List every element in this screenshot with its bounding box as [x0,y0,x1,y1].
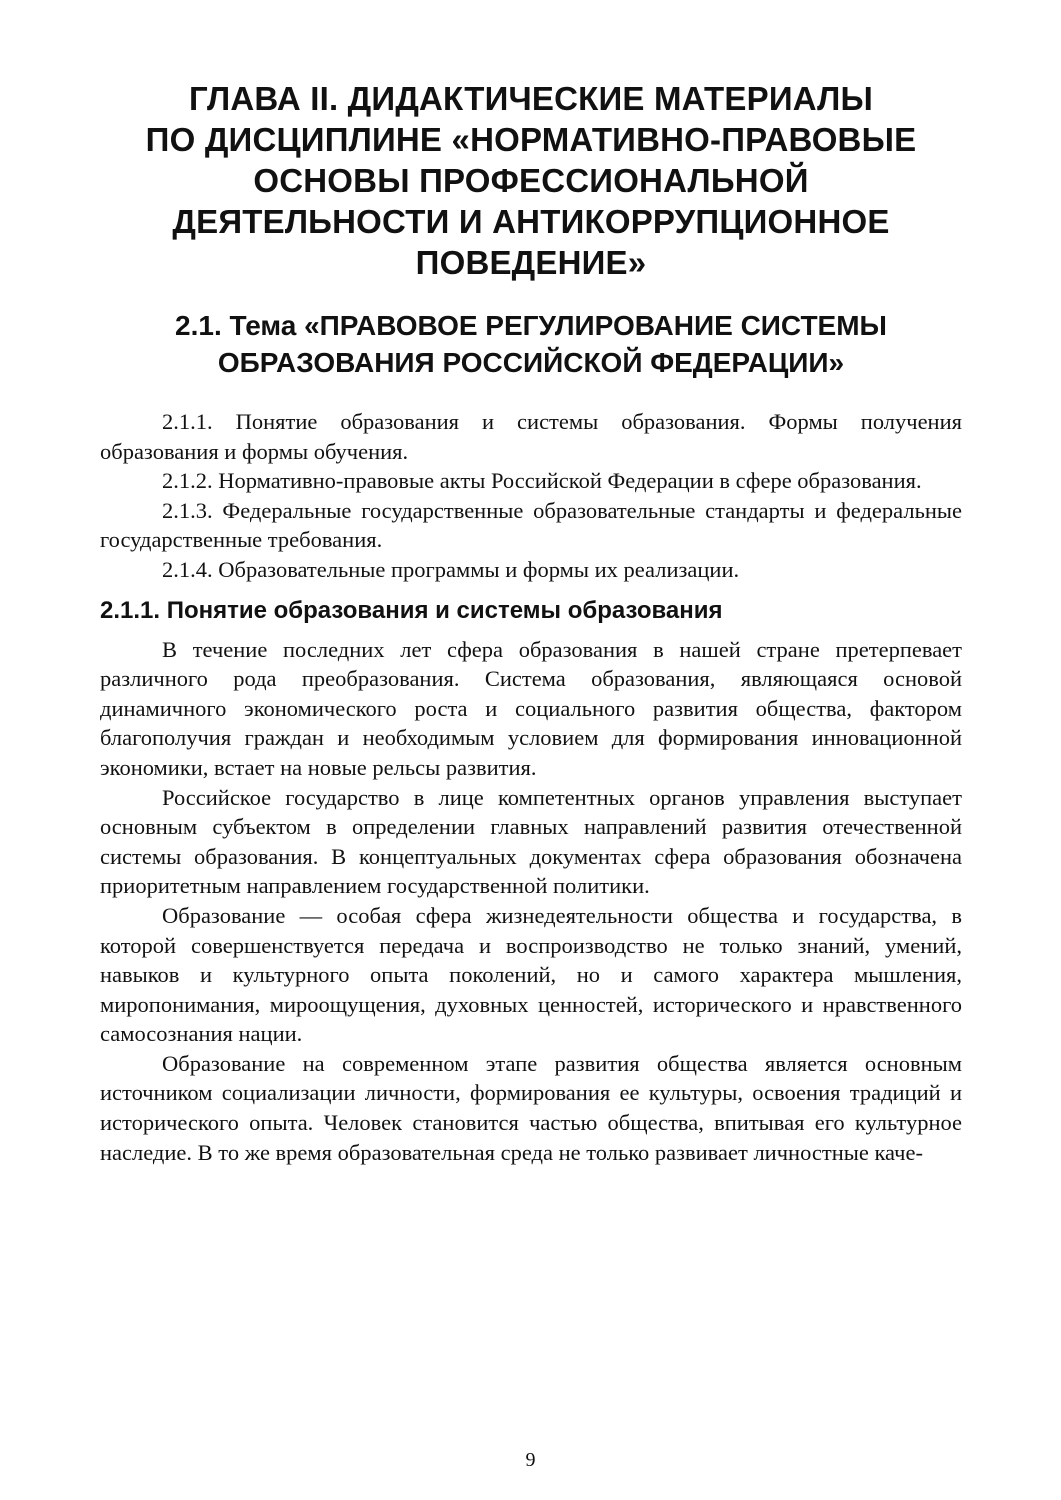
body-paragraph: В течение последних лет сфера образования в нашей стране претерпевает различного рода преобразования. Система образования, являющаяся основой динамичного экономического роста и социального развития общества, фактором благополучия граждан и необходимым условием для формирования инновационной экономики, встает на новые рельсы развития. [100,636,962,780]
section-title-line: ОБРАЗОВАНИЯ РОССИЙСКОЙ ФЕДЕРАЦИИ» [217,347,845,378]
outline-item: 2.1.3. Федеральные государственные образовательные стандарты и федеральные государственные требования. [100,497,962,553]
body-paragraph: Образование — особая сфера жизнедеятельности общества и государства, в которой совершенствуется передача и воспроизводство не только знаний, умений, навыков и культурного опыта поколений, но и самого характера мышления, миропонимания, мироощущения, духовных ценностей, исторического и нравственного самосознания нации. [100,902,962,1047]
page-number: 9 [525,1449,536,1471]
chapter-title-line: ОСНОВЫ ПРОФЕССИОНАЛЬНОЙ [253,162,809,199]
chapter-title-line: ПО ДИСЦИПЛИНЕ «НОРМАТИВНО-ПРАВОВЫЕ [145,121,917,158]
outline-item: 2.1.2. Нормативно-правовые акты Российской Федерации в сфере образования. [162,468,922,494]
subsection-title: 2.1.1. Понятие образования и системы образования [100,596,723,624]
outline-item: 2.1.4. Образовательные программы и формы их реализации. [162,556,740,582]
chapter-title-line: ГЛАВА II. ДИДАКТИЧЕСКИЕ МАТЕРИАЛЫ [188,80,874,117]
outline-item: 2.1.1. Понятие образования и системы образования. Формы получения образования и формы обучения. [100,409,962,464]
document-page [100,78,962,1167]
body-paragraph: Российское государство в лице компетентных органов управления выступает основным субъектом в определении главных направлений развития отечественной системы образования. В концептуальных документах сфера образования обозначена приоритетным направлением государственной политики. [100,784,962,899]
chapter-title [100,78,962,283]
section-title-line: 2.1. Тема «ПРАВОВОЕ РЕГУЛИРОВАНИЕ СИСТЕМЫ [175,310,887,341]
body-paragraph: Образование на современном этапе развития общества является основным источником социализации личности, формирования ее культуры, освоения традиций и исторического опыта. Человек становится частью общества, впитывая его культурное наследие. В то же время образовательная среда не только развивает личностные каче- [100,1050,962,1165]
topic-outline [100,407,962,585]
section-title [100,307,962,381]
chapter-title-line: ПОВЕДЕНИЕ» [415,244,647,281]
chapter-title-line: ДЕЯТЕЛЬНОСТИ И АНТИКОРРУПЦИОННОЕ [172,203,890,240]
